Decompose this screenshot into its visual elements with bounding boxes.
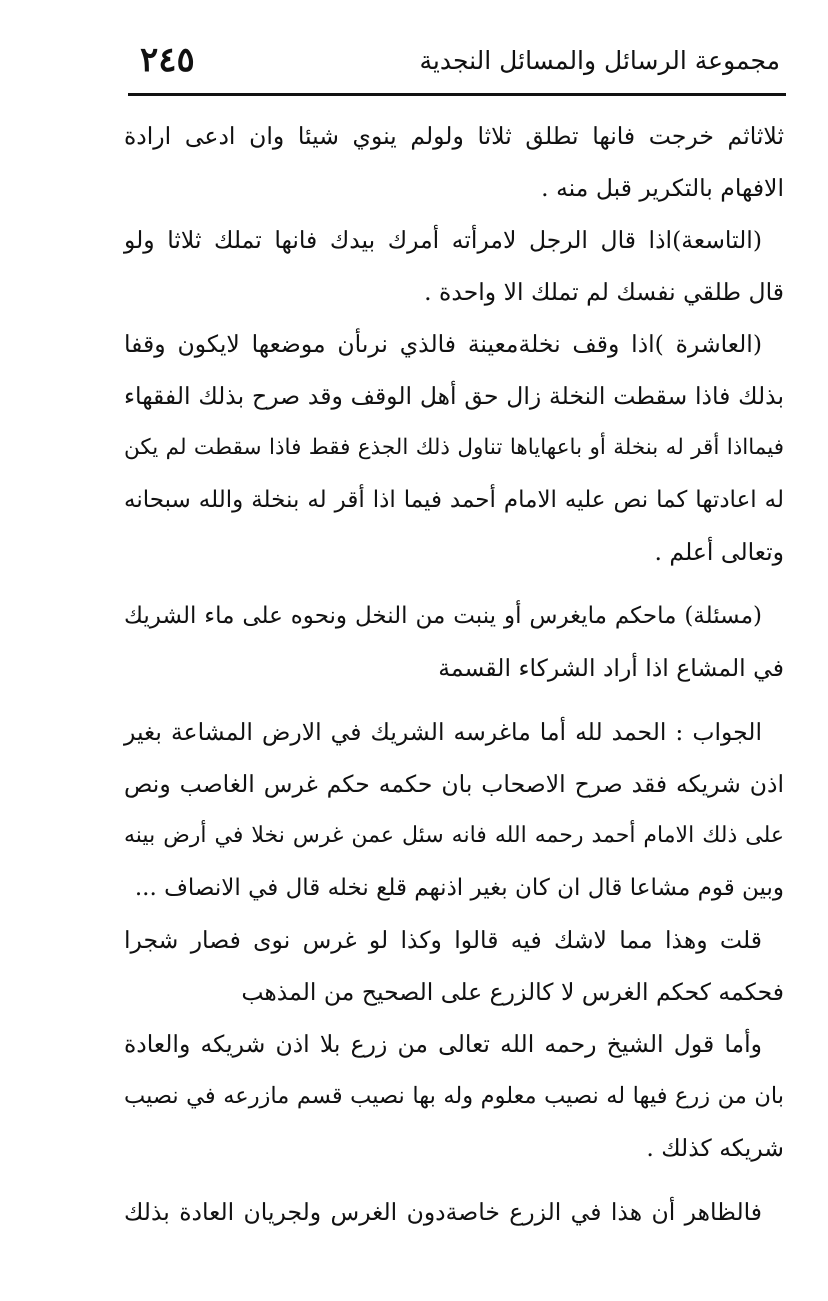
- text-line: له اعادتها كما نص عليه الامام أحمد فيما اذا أقر له بنخلة والله سبحانه: [124, 487, 784, 513]
- page-number: ٢٤٥: [140, 40, 195, 80]
- text-line: شريكه كذلك .: [646, 1134, 784, 1162]
- text-line: فالظاهر أن هذا في الزرع خاصةدون الغرس ولجريان العادة بذلك: [124, 1198, 762, 1226]
- text-line: بان من زرع فيها له نصيب معلوم وله بها نصيب قسم مازرعه في نصيب: [124, 1083, 784, 1109]
- text-line: على ذلك الامام أحمد رحمه الله فانه سئل عمن غرس نخلا في أرض بينه: [124, 823, 784, 848]
- header-divider: [128, 93, 786, 96]
- running-title: مجموعة الرسائل والمسائل النجدية: [419, 46, 780, 75]
- text-line: وأما قول الشيخ رحمه الله تعالى من زرع بلا اذن شريكه والعادة: [124, 1030, 762, 1058]
- text-line: ثلاثاثم خرجت فانها تطلق ثلاثا ولولم ينوي شيئا وان ادعى ارادة: [124, 122, 784, 150]
- text-line: فيمااذا أقر له بنخلة أو باعهاياها تناول ذلك الجذع فقط فاذا سقطت لم يكن: [124, 435, 784, 460]
- body-text: [124, 110, 784, 1238]
- text-line: الافهام بالتكرير قبل منه .: [541, 174, 784, 202]
- text-line: قلت وهذا مما لاشك فيه قالوا وكذا لو غرس نوى فصار شجرا: [124, 926, 762, 954]
- text-line: اذن شريكه فقد صرح الاصحاب بان حكمه حكم غرس الغاصب ونص: [124, 770, 784, 798]
- text-line: في المشاع اذا أراد الشركاء القسمة: [438, 654, 784, 682]
- text-line: (العاشرة )اذا وقف نخلةمعينة فالذي نرىأن موضعها لايكون وقفا: [124, 330, 762, 358]
- text-line: الجواب : الحمد لله أما ماغرسه الشريك في الارض المشاعة بغير: [124, 718, 762, 746]
- text-line: فحكمه كحكم الغرس لا كالزرع على الصحيح من المذهب: [241, 978, 784, 1006]
- text-line: (مسئلة) ماحكم مايغرس أو ينبت من النخل ونحوه على ماء الشريك: [124, 603, 762, 629]
- text-line: بذلك فاذا سقطت النخلة زال حق أهل الوقف وقد صرح بذلك الفقهاء: [124, 382, 784, 410]
- text-line: وبين قوم مشاعا قال ان كان بغير اذنهم قلع نخله قال في الانصاف ...: [134, 875, 784, 901]
- text-line: وتعالى أعلم .: [654, 538, 784, 566]
- text-line: (التاسعة)اذا قال الرجل لامرأته أمرك بيدك فانها تملك ثلاثا ولو: [124, 226, 762, 254]
- page-header: [128, 40, 780, 90]
- text-line: قال طلقي نفسك لم تملك الا واحدة .: [424, 278, 784, 306]
